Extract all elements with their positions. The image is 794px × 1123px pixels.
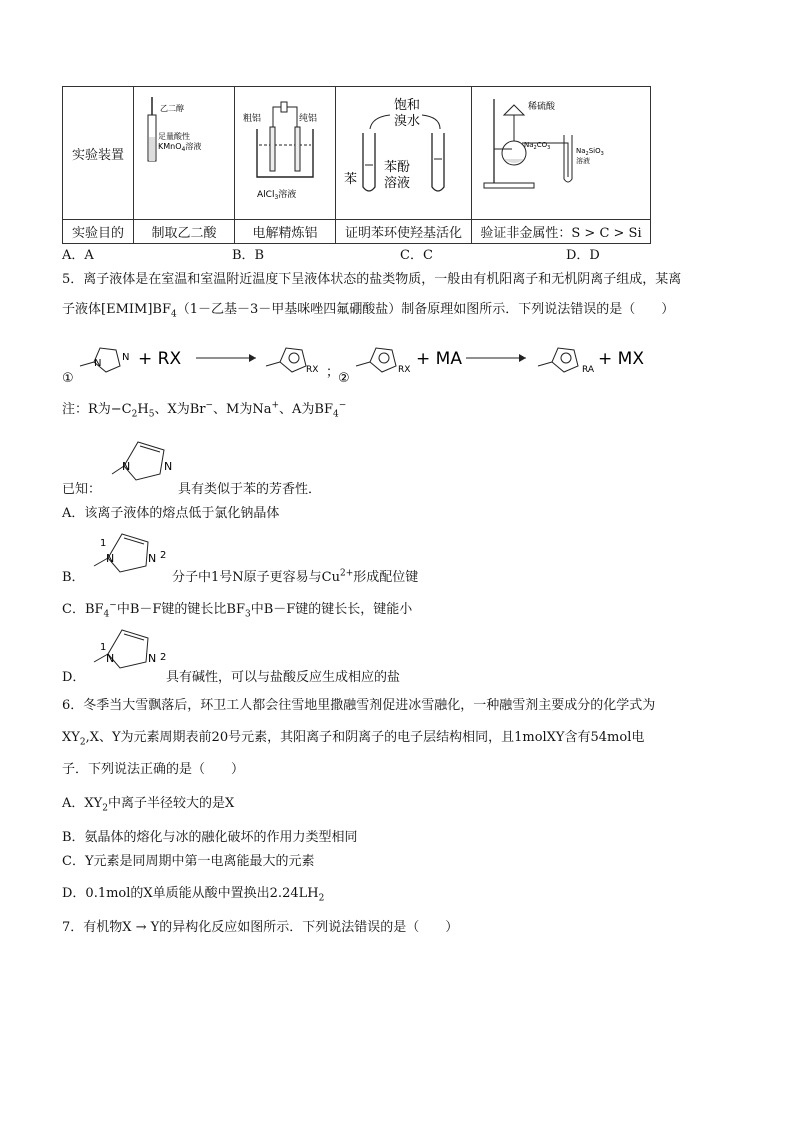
- experiment-table: [62, 86, 651, 244]
- circle-1: ①: [62, 371, 74, 386]
- label-alcl3: AlCl$_3$溶液: [257, 190, 297, 201]
- q6-option-b[interactable]: B．氨晶体的熔化与冰的融化破坏的作用力类型相同: [62, 830, 358, 845]
- purpose-3: 证明苯环使羟基活化: [336, 220, 472, 244]
- q5-option-d-prefix[interactable]: D．: [62, 670, 86, 685]
- q5-known-prefix: 已知：: [62, 482, 102, 497]
- q6-option-d[interactable]: D．0.1mol的X单质能从酸中置换出$2.24LH_2$: [62, 886, 325, 904]
- q5-option-d[interactable]: 具有碱性，可以与盐酸反应生成相应的盐: [166, 670, 401, 685]
- q6-stem-line3: 子．下列说法正确的是（ ）: [62, 762, 245, 777]
- label-pure-al: 纯铝: [299, 114, 318, 124]
- q5-option-b[interactable]: 分子中1号N原子更容易与$Cu^{2+}$形成配位键: [172, 568, 419, 585]
- rx-label-2: RX: [398, 365, 411, 375]
- q5-stem-line1: 5．离子液体是在室温和室温附近温度下呈液体状态的盐类物质，一般由有机阳离子和无机阴离子组成，某离: [62, 272, 682, 287]
- semicolon: ；: [326, 365, 340, 380]
- q4-option-b[interactable]: B．B: [232, 248, 265, 263]
- ra-label: RA: [582, 365, 595, 375]
- n-atom-d1: N: [106, 652, 115, 665]
- n-atom-a: N: [94, 358, 102, 369]
- label-solution: 溶液: [384, 176, 411, 191]
- q5-option-c[interactable]: C．$BF_4^-$中B－F键的键长比$BF_3$中B－F键的键长长，键能小: [62, 600, 413, 620]
- plus-mx: + MX: [598, 349, 644, 369]
- label-ethylene-glycol: 乙二醇: [160, 104, 184, 113]
- label-phenol: 苯酚: [384, 160, 411, 175]
- apparatus-4: [472, 87, 651, 220]
- q4-option-d[interactable]: D．D: [566, 248, 600, 263]
- n-atom-d2: N: [148, 652, 157, 665]
- q4-option-a[interactable]: A．A: [62, 248, 94, 263]
- purpose-2: 电解精炼铝: [235, 220, 336, 244]
- imidazole-structure-known: [108, 436, 178, 492]
- q6-option-a[interactable]: A．$XY_2$中离子半径较大的是X: [62, 796, 235, 814]
- q7-stem: 7．有机物X → Y的异构化反应如图所示．下列说法错误的是（ ）: [62, 920, 459, 935]
- q5-option-a[interactable]: A．该离子液体的熔点低于氯化钠晶体: [62, 506, 280, 521]
- q6-stem-line1: 6．冬季当大雪飘落后，环卫工人都会往雪地里撒融雪剂促进冰雪融化，一种融雪剂主要成分的化学式为: [62, 698, 656, 713]
- apparatus-1: [134, 87, 235, 220]
- label-benzene: 苯: [344, 172, 358, 187]
- q5-reaction-equation: [56, 330, 644, 386]
- bromine-water-diagram: [336, 87, 471, 215]
- label-dilute-h2so4: 稀硫酸: [528, 102, 556, 112]
- n-atom-b2: N: [148, 552, 157, 565]
- q4-option-c[interactable]: C．C: [400, 248, 433, 263]
- purpose-4: 验证非金属性：S > C > Si: [472, 220, 651, 244]
- n-atom-b: N: [122, 352, 130, 363]
- row-label-purpose: 实验目的: [63, 220, 134, 244]
- q5-option-b-prefix[interactable]: B．: [62, 570, 85, 585]
- rx-label-1: RX: [306, 365, 319, 375]
- row-label-apparatus: 实验装置: [63, 87, 134, 220]
- label-bromine-water: 溴水: [394, 114, 421, 129]
- label-tube-solution: 溶液: [576, 157, 590, 165]
- label-kmno4: KMnO$_4$溶液: [158, 142, 202, 153]
- circle-2: ②: [338, 371, 350, 386]
- position-2: 2: [160, 550, 167, 561]
- q5-stem-line2: 子液体$[EMIM]BF_4(1-$乙基－3－甲基咪唑四氟硼酸盐）制备原理如图所示．下列说法错误的是（ ）: [62, 302, 675, 320]
- purpose-1: 制取乙二酸: [134, 220, 235, 244]
- q5-note: 注：R为$-C_2H_5$、X为Br−、M为Na+、A为$BF_4^-$: [62, 400, 347, 420]
- imidazole-structure-b: [90, 528, 174, 584]
- nonmetal-comparison-diagram: [472, 87, 650, 215]
- label-saturated: 饱和: [394, 98, 421, 113]
- apparatus-2: [235, 87, 336, 220]
- electrolysis-diagram: [235, 87, 335, 215]
- plus-rx: + RX: [138, 349, 182, 369]
- label-acidic: 足量酸性: [158, 132, 190, 141]
- label-na2co3: $Na_2CO_3$: [524, 141, 551, 151]
- n-atom-1: N: [122, 460, 131, 473]
- plus-ma: + MA: [416, 349, 462, 369]
- apparatus-3: [336, 87, 472, 220]
- n-atom-2: N: [164, 460, 173, 473]
- q6-stem-line2: $XY_2,X$、Y为元素周期表前20号元素，其阳离子和阴离子的电子层结构相同，且1molXY含有54mol电: [62, 730, 645, 748]
- oxidation-apparatus-diagram: [134, 87, 234, 215]
- position-1: 1: [100, 538, 107, 549]
- position-2-d: 2: [160, 652, 167, 663]
- label-na2sio3: $Na_2SiO_3$: [576, 147, 604, 157]
- q6-option-c[interactable]: C．Y元素是同周期中第一电离能最大的元素: [62, 854, 315, 869]
- n-atom-b1: N: [106, 552, 115, 565]
- label-crude-al: 粗铝: [243, 114, 262, 124]
- imidazole-structure-d: [90, 624, 174, 680]
- q5-known-text: 具有类似于苯的芳香性．: [178, 482, 322, 497]
- position-1-d: 1: [100, 642, 107, 653]
